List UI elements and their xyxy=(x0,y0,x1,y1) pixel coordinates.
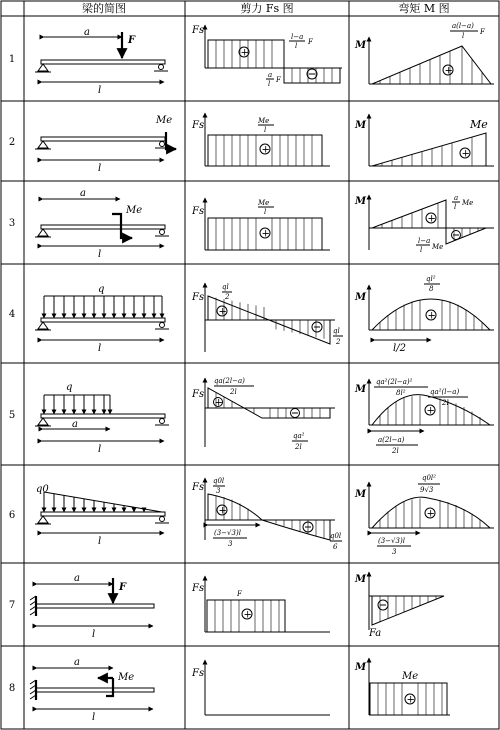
moment-diagram-8 xyxy=(354,658,450,715)
shear-diagram-5 xyxy=(191,377,335,451)
svg-text:a: a xyxy=(268,71,273,79)
beam-diagram-4 xyxy=(35,284,169,354)
svg-text:M: M xyxy=(355,292,367,303)
beam-diagram-7 xyxy=(30,573,154,640)
svg-text:a: a xyxy=(72,419,78,430)
pin-support-icon xyxy=(38,418,48,425)
svg-text:l: l xyxy=(264,208,267,216)
svg-text:M: M xyxy=(355,120,367,131)
row-8 xyxy=(30,657,450,723)
row-number: 2 xyxy=(8,137,16,148)
svg-text:a: a xyxy=(80,188,86,199)
label-l: l xyxy=(98,85,102,96)
row-6 xyxy=(35,474,494,556)
row-number: 5 xyxy=(8,410,16,421)
row-number: 4 xyxy=(8,309,16,320)
shear-diagram-2 xyxy=(191,113,330,166)
moment-diagram-7 xyxy=(354,572,444,639)
svg-text:+: + xyxy=(240,47,249,59)
moment-diagram-1 xyxy=(354,22,494,84)
svg-text:+: + xyxy=(427,310,436,322)
header-beam: 梁的简图 xyxy=(82,2,126,15)
row-5 xyxy=(35,377,494,455)
svg-text:ql: ql xyxy=(333,327,340,335)
svg-text:l−a: l−a xyxy=(418,237,431,245)
svg-text:l: l xyxy=(454,203,457,211)
row-number: 7 xyxy=(8,600,16,611)
pin-support-icon xyxy=(38,322,48,329)
row-1 xyxy=(35,22,494,96)
svg-text:l: l xyxy=(98,249,102,260)
beam-diagram-8 xyxy=(30,657,154,723)
svg-text:(3−√3)l: (3−√3)l xyxy=(378,537,405,545)
label-Me: Me xyxy=(156,115,173,126)
beam-diagram-1 xyxy=(35,27,168,96)
svg-text:6: 6 xyxy=(333,543,338,551)
beam-diagram-5 xyxy=(35,382,169,455)
svg-text:Me: Me xyxy=(258,199,270,207)
header-shear: 剪力 Fs 图 xyxy=(240,2,294,15)
svg-text:Me: Me xyxy=(470,118,488,131)
svg-text:3: 3 xyxy=(228,540,233,548)
beam-diagram-2 xyxy=(35,115,176,174)
row-number: 6 xyxy=(8,510,16,521)
svg-text:F: F xyxy=(119,582,127,593)
svg-text:l: l xyxy=(268,80,271,88)
load-arrows-icon xyxy=(44,296,162,318)
svg-text:l: l xyxy=(462,32,465,40)
svg-text:Fs: Fs xyxy=(192,389,205,400)
load-arrows-icon xyxy=(44,395,110,414)
svg-text:ql²: ql² xyxy=(426,275,436,283)
label-l: l xyxy=(98,163,102,174)
pin-support-icon xyxy=(38,141,48,148)
label-a: a xyxy=(84,27,90,38)
svg-text:M: M xyxy=(355,384,367,395)
svg-text:l: l xyxy=(295,42,298,50)
label-F: F xyxy=(128,35,136,46)
beam xyxy=(36,688,154,692)
svg-text:+: + xyxy=(214,397,223,409)
svg-text:a: a xyxy=(454,194,459,202)
svg-text:2l: 2l xyxy=(230,388,237,396)
svg-text:F: F xyxy=(480,28,485,36)
svg-text:l: l xyxy=(264,126,267,134)
beam xyxy=(41,225,165,229)
svg-text:M: M xyxy=(355,489,367,500)
row-4 xyxy=(35,275,494,354)
svg-text:a(2l−a): a(2l−a) xyxy=(378,436,405,444)
roller-support-icon xyxy=(160,230,165,235)
svg-text:Me: Me xyxy=(118,672,135,683)
svg-text:Me: Me xyxy=(126,205,143,216)
svg-text:Fs: Fs xyxy=(192,206,205,217)
svg-text:q0l: q0l xyxy=(213,477,225,485)
beam xyxy=(41,60,165,64)
svg-text:+: + xyxy=(427,213,436,225)
svg-text:qa²(2l−a)²: qa²(2l−a)² xyxy=(376,378,413,386)
shear-diagram-1 xyxy=(191,25,342,88)
svg-text:2l: 2l xyxy=(392,447,399,455)
svg-text:q0l: q0l xyxy=(330,532,342,540)
moment-diagram-6 xyxy=(354,474,494,556)
svg-text:l: l xyxy=(98,444,102,455)
svg-text:+: + xyxy=(444,65,453,77)
svg-text:+: + xyxy=(406,694,415,706)
svg-text:a(l−a): a(l−a) xyxy=(452,22,474,30)
svg-text:Fs: Fs xyxy=(192,120,205,131)
svg-text:F: F xyxy=(276,76,281,84)
svg-text:+: + xyxy=(243,609,252,621)
svg-text:Fs: Fs xyxy=(192,292,205,303)
shear-diagram-6 xyxy=(191,477,342,551)
row-2 xyxy=(35,113,494,174)
svg-text:Me: Me xyxy=(432,243,444,251)
svg-text:2l: 2l xyxy=(442,399,449,407)
svg-text:ql: ql xyxy=(222,283,229,291)
svg-text:Fa: Fa xyxy=(369,628,382,639)
svg-text:+: + xyxy=(261,144,270,156)
row-number: 8 xyxy=(8,683,16,694)
beam xyxy=(36,604,154,608)
svg-text:qa(2l−a): qa(2l−a) xyxy=(214,377,245,385)
svg-text:2: 2 xyxy=(225,293,230,301)
row-number: 1 xyxy=(8,54,16,65)
shear-diagram-7 xyxy=(191,576,330,632)
svg-text:M: M xyxy=(355,662,367,673)
svg-text:+: + xyxy=(218,505,227,517)
beam-diagram-3 xyxy=(35,188,169,260)
beam xyxy=(41,512,165,516)
svg-text:Fs: Fs xyxy=(192,583,205,594)
svg-text:qa²(l−a): qa²(l−a) xyxy=(430,388,460,396)
shear-diagram-3 xyxy=(191,198,330,250)
svg-text:l: l xyxy=(98,536,102,547)
roller-support-icon xyxy=(160,323,165,328)
svg-text:(3−√3)l: (3−√3)l xyxy=(214,529,241,537)
svg-text:8l²: 8l² xyxy=(396,389,406,397)
svg-text:+: + xyxy=(218,306,227,318)
moment-arrow-icon xyxy=(112,214,132,238)
svg-text:Fs: Fs xyxy=(192,668,205,679)
moment-diagram-4 xyxy=(354,275,494,354)
svg-text:Me: Me xyxy=(462,199,474,207)
roller-support-icon xyxy=(160,142,165,147)
label-M: M xyxy=(355,40,367,51)
moment-arrow-icon xyxy=(166,132,176,149)
row-7 xyxy=(30,572,444,640)
svg-text:Me: Me xyxy=(402,671,419,682)
svg-text:8: 8 xyxy=(429,285,434,293)
label-Fs: Fs xyxy=(192,25,205,36)
svg-text:l−a: l−a xyxy=(291,33,304,41)
svg-text:l: l xyxy=(92,712,96,723)
row-numbers xyxy=(9,54,15,694)
svg-text:+: + xyxy=(426,508,435,520)
roller-support-icon xyxy=(159,65,164,70)
svg-text:l: l xyxy=(92,629,96,640)
label-q: q xyxy=(98,284,105,295)
beam-diagram-6 xyxy=(35,484,169,547)
table-header xyxy=(82,1,450,15)
svg-text:a: a xyxy=(74,573,80,584)
roller-support-icon xyxy=(160,517,165,522)
svg-text:2l: 2l xyxy=(295,443,302,451)
svg-text:2: 2 xyxy=(336,338,341,346)
svg-text:Me: Me xyxy=(258,117,270,125)
svg-text:q: q xyxy=(66,382,73,393)
pin-support-icon xyxy=(38,516,48,523)
svg-text:+: + xyxy=(461,148,470,160)
svg-text:a: a xyxy=(74,657,80,668)
svg-text:l: l xyxy=(98,343,102,354)
svg-text:3: 3 xyxy=(216,487,221,495)
svg-text:l: l xyxy=(420,246,423,254)
row-3 xyxy=(35,188,494,260)
moment-diagram-2 xyxy=(354,114,494,166)
svg-text:l/2: l/2 xyxy=(393,343,406,354)
beam xyxy=(41,318,165,322)
pin-support-icon xyxy=(38,64,48,71)
header-moment: 弯矩 M 图 xyxy=(398,2,450,15)
svg-text:+: + xyxy=(426,405,435,417)
svg-text:q0l²: q0l² xyxy=(422,474,436,482)
svg-text:qa²: qa² xyxy=(293,432,305,440)
svg-text:F: F xyxy=(308,38,313,46)
svg-text:M: M xyxy=(355,196,367,207)
moment-arrow-icon xyxy=(101,678,113,696)
beam xyxy=(41,137,165,141)
svg-text:F: F xyxy=(237,590,242,598)
svg-text:M: M xyxy=(355,574,367,585)
svg-text:q0: q0 xyxy=(36,484,49,495)
row-number: 3 xyxy=(8,218,16,229)
shear-diagram-8 xyxy=(191,660,330,715)
svg-text:Fs: Fs xyxy=(192,482,205,493)
roller-support-icon xyxy=(160,419,165,424)
svg-text:9√3: 9√3 xyxy=(420,486,434,494)
moment-diagram-5 xyxy=(354,378,494,455)
svg-text:3: 3 xyxy=(392,548,397,556)
pin-support-icon xyxy=(38,229,48,236)
moment-diagram-3 xyxy=(354,194,494,254)
shear-diagram-4 xyxy=(191,283,343,352)
svg-text:+: + xyxy=(261,228,270,240)
beam xyxy=(41,414,165,418)
